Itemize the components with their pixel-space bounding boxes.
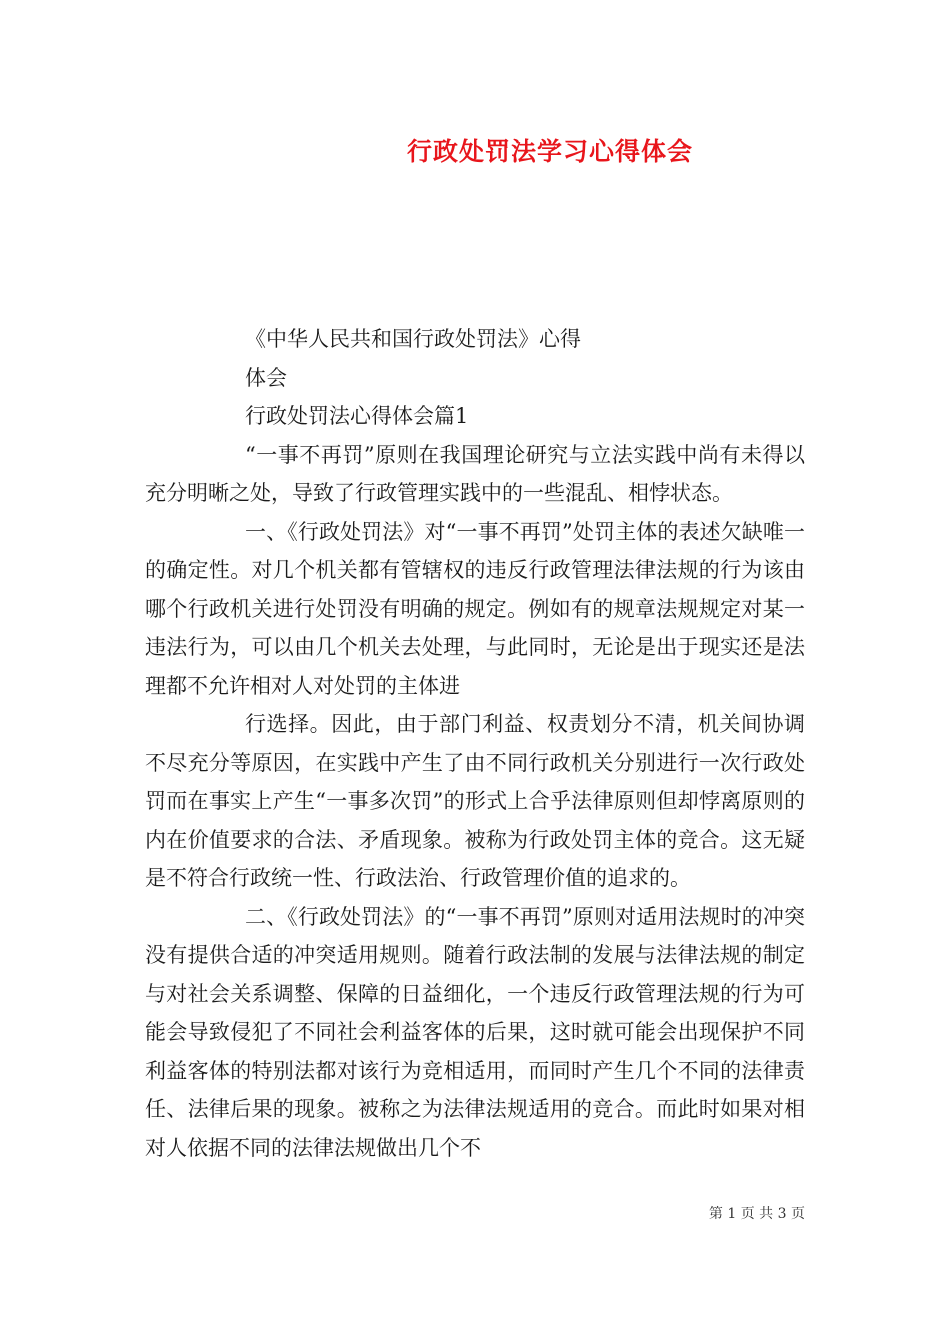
- paragraph-2: 一、《行政处罚法》对“一事不再罚”处罚主体的表述欠缺唯一的确定性。对几个机关都有管辖权的违反行政管理法律法规的行为该由哪个行政机关进行处罚没有明确的规定。例如有的规章法规规定对某一违法行为，可以由几个机关去处理，与此同时，无论是出于现实还是法理都不允许相对人对处罚的主体进: [145, 519, 805, 698]
- subheading: 行政处罚法心得体会篇1: [245, 404, 469, 428]
- paragraph-4: 二、《行政处罚法》的“一事不再罚”原则对适用法规时的冲突没有提供合适的冲突适用规则。随着行政法制的发展与法律法规的制定与对社会关系调整、保障的日益细化，一个违反行政管理法规的行为可能会导致侵犯了不同社会利益客体的后果，这时就可能会出现保护不同利益客体的特别法都对该行为竞相适用，而同时产生几个不同的法律责任、法律后果的现象。被称之为法律法规适用的竞合。而此时如果对相对人依据不同的法律法规做出几个不: [145, 904, 805, 1160]
- document-title: 行政处罚法学习心得体会: [406, 137, 693, 166]
- paragraph-1: “一事不再罚”原则在我国理论研究与立法实践中尚有未得以充分明晰之处，导致了行政管理实践中的一些混乱、相悖状态。: [145, 442, 805, 505]
- paragraph-3: 行选择。因此，由于部门利益、权责划分不清，机关间协调不尽充分等原因，在实践中产生了由不同行政机关分别进行一次行政处罚而在事实上产生“一事多次罚”的形式上合乎法律原则但却悖离原则的内在价值要求的合法、矛盾现象。被称为行政处罚主体的竞合。这无疑是不符合行政统一性、行政法治、行政管理价值的追求的。: [145, 712, 805, 890]
- page-number: 第 1 页 共 3 页: [708, 1206, 805, 1222]
- heading-line-1: 《中华人民共和国行政处罚法》心得: [245, 327, 581, 351]
- document-body: [145, 320, 805, 1167]
- heading-line-2: 体会: [245, 365, 287, 390]
